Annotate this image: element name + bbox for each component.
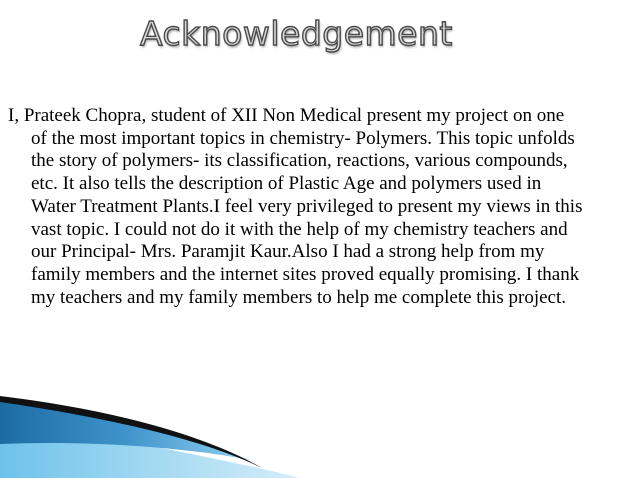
swoosh-blue-wedge: [0, 398, 250, 460]
slide-title: Acknowledgement: [140, 14, 453, 53]
swoosh-black-stroke: [0, 396, 262, 468]
acknowledgement-paragraph: I, Prateek Chopra, student of XII Non Medical present my project on one of the most important topics in chemistry- Polymers. This topic unfolds the story of polymers- its classification, reactions, various compounds, etc. It also tells the description of Plastic Age and polymers used in Water Treatment Plants.I feel very privileged to present my views in this vast topic. I could not do it with the help of my chemistry teachers and our Principal- Mrs. Paramjit Kaur.Also I had a strong help from my family members and the internet sites proved equally promising. I thank my teachers and my family members to help me complete this project.: [8, 105, 583, 308]
acknowledgement-body: [8, 105, 583, 309]
swoosh-light-band: [0, 418, 300, 478]
